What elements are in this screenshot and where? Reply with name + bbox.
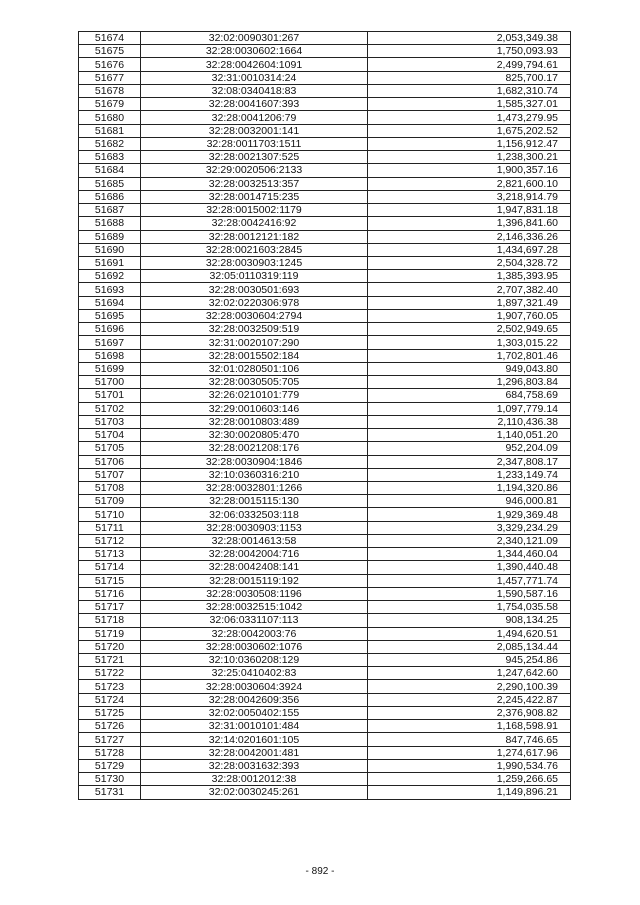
amount-cell: 952,204.09 — [368, 442, 571, 455]
row-number-cell: 51696 — [79, 323, 141, 336]
table-row — [79, 164, 571, 177]
amount-cell: 847,746.65 — [368, 733, 571, 746]
cadastral-number-cell: 32:28:0030604:3924 — [141, 680, 368, 693]
amount-cell: 1,097,779.14 — [368, 402, 571, 415]
table-row — [79, 693, 571, 706]
table-row — [79, 296, 571, 309]
amount-cell: 1,590,587.16 — [368, 587, 571, 600]
row-number-cell: 51704 — [79, 429, 141, 442]
table-row — [79, 217, 571, 230]
table-row — [79, 773, 571, 786]
cadastral-number-cell: 32:28:0015502:184 — [141, 349, 368, 362]
cadastral-number-cell: 32:28:0030903:1245 — [141, 256, 368, 269]
records-table-body — [79, 32, 571, 800]
row-number-cell: 51707 — [79, 468, 141, 481]
table-row — [79, 151, 571, 164]
cadastral-number-cell: 32:28:0030604:2794 — [141, 309, 368, 322]
table-row — [79, 124, 571, 137]
row-number-cell: 51721 — [79, 654, 141, 667]
cadastral-number-cell: 32:26:0210101:779 — [141, 389, 368, 402]
row-number-cell: 51719 — [79, 627, 141, 640]
amount-cell: 1,390,440.48 — [368, 561, 571, 574]
amount-cell: 1,296,803.84 — [368, 376, 571, 389]
cadastral-number-cell: 32:28:0015119:192 — [141, 574, 368, 587]
cadastral-number-cell: 32:10:0360208:129 — [141, 654, 368, 667]
page-number: - 892 - — [305, 866, 335, 877]
table-row — [79, 349, 571, 362]
table-row — [79, 415, 571, 428]
amount-cell: 1,897,321.49 — [368, 296, 571, 309]
amount-cell: 825,700.17 — [368, 71, 571, 84]
row-number-cell: 51686 — [79, 190, 141, 203]
amount-cell: 1,238,300.21 — [368, 151, 571, 164]
table-row — [79, 204, 571, 217]
cadastral-number-cell: 32:28:0032515:1042 — [141, 601, 368, 614]
table-row — [79, 230, 571, 243]
table-row — [79, 587, 571, 600]
amount-cell: 684,758.69 — [368, 389, 571, 402]
cadastral-number-cell: 32:28:0030505:705 — [141, 376, 368, 389]
cadastral-number-cell: 32:28:0031632:393 — [141, 759, 368, 772]
table-row — [79, 548, 571, 561]
amount-cell: 946,000.81 — [368, 495, 571, 508]
table-row — [79, 468, 571, 481]
table-row — [79, 746, 571, 759]
amount-cell: 1,168,598.91 — [368, 720, 571, 733]
row-number-cell: 51700 — [79, 376, 141, 389]
amount-cell: 1,457,771.74 — [368, 574, 571, 587]
table-row — [79, 654, 571, 667]
amount-cell: 1,274,617.96 — [368, 746, 571, 759]
amount-cell: 1,990,534.76 — [368, 759, 571, 772]
cadastral-number-cell: 32:01:0280501:106 — [141, 362, 368, 375]
cadastral-number-cell: 32:28:0014715:235 — [141, 190, 368, 203]
amount-cell: 2,085,134.44 — [368, 640, 571, 653]
table-row — [79, 429, 571, 442]
table-row — [79, 376, 571, 389]
cadastral-number-cell: 32:31:0010314:24 — [141, 71, 368, 84]
table-row — [79, 45, 571, 58]
table-row — [79, 137, 571, 150]
row-number-cell: 51713 — [79, 548, 141, 561]
row-number-cell: 51731 — [79, 786, 141, 799]
row-number-cell: 51718 — [79, 614, 141, 627]
cadastral-number-cell: 32:05:0110319:119 — [141, 270, 368, 283]
cadastral-number-cell: 32:28:0030602:1076 — [141, 640, 368, 653]
cadastral-number-cell: 32:28:0012121:182 — [141, 230, 368, 243]
amount-cell: 2,502,949.65 — [368, 323, 571, 336]
row-number-cell: 51724 — [79, 693, 141, 706]
amount-cell: 1,247,642.60 — [368, 667, 571, 680]
amount-cell: 1,259,266.65 — [368, 773, 571, 786]
cadastral-number-cell: 32:28:0010803:489 — [141, 415, 368, 428]
row-number-cell: 51710 — [79, 508, 141, 521]
table-row — [79, 495, 571, 508]
table-row — [79, 442, 571, 455]
table-row — [79, 601, 571, 614]
row-number-cell: 51691 — [79, 256, 141, 269]
amount-cell: 2,707,382.40 — [368, 283, 571, 296]
table-row — [79, 667, 571, 680]
cadastral-number-cell: 32:30:0020805:470 — [141, 429, 368, 442]
amount-cell: 1,702,801.46 — [368, 349, 571, 362]
cadastral-number-cell: 32:28:0015115:130 — [141, 495, 368, 508]
amount-cell: 2,290,100.39 — [368, 680, 571, 693]
amount-cell: 1,907,760.05 — [368, 309, 571, 322]
row-number-cell: 51692 — [79, 270, 141, 283]
row-number-cell: 51727 — [79, 733, 141, 746]
table-row — [79, 389, 571, 402]
row-number-cell: 51679 — [79, 98, 141, 111]
row-number-cell: 51675 — [79, 45, 141, 58]
amount-cell: 1,754,035.58 — [368, 601, 571, 614]
table-row — [79, 270, 571, 283]
row-number-cell: 51709 — [79, 495, 141, 508]
cadastral-number-cell: 32:28:0030508:1196 — [141, 587, 368, 600]
amount-cell: 1,750,093.93 — [368, 45, 571, 58]
row-number-cell: 51705 — [79, 442, 141, 455]
cadastral-number-cell: 32:29:0020506:2133 — [141, 164, 368, 177]
table-row — [79, 759, 571, 772]
row-number-cell: 51689 — [79, 230, 141, 243]
table-row — [79, 84, 571, 97]
cadastral-number-cell: 32:10:0360316:210 — [141, 468, 368, 481]
row-number-cell: 51711 — [79, 521, 141, 534]
row-number-cell: 51730 — [79, 773, 141, 786]
cadastral-number-cell: 32:29:0010603:146 — [141, 402, 368, 415]
amount-cell: 1,233,149.74 — [368, 468, 571, 481]
amount-cell: 1,149,896.21 — [368, 786, 571, 799]
cadastral-number-cell: 32:28:0032513:357 — [141, 177, 368, 190]
row-number-cell: 51715 — [79, 574, 141, 587]
amount-cell: 1,494,620.51 — [368, 627, 571, 640]
row-number-cell: 51723 — [79, 680, 141, 693]
table-row — [79, 455, 571, 468]
row-number-cell: 51683 — [79, 151, 141, 164]
cadastral-number-cell: 32:28:0042001:481 — [141, 746, 368, 759]
cadastral-number-cell: 32:06:0332503:118 — [141, 508, 368, 521]
amount-cell: 1,682,310.74 — [368, 84, 571, 97]
table-row — [79, 680, 571, 693]
table-row — [79, 640, 571, 653]
cadastral-number-cell: 32:28:0021603:2845 — [141, 243, 368, 256]
table-row — [79, 627, 571, 640]
cadastral-number-cell: 32:28:0030904:1846 — [141, 455, 368, 468]
table-row — [79, 71, 571, 84]
amount-cell: 3,329,234.29 — [368, 521, 571, 534]
table-row — [79, 111, 571, 124]
row-number-cell: 51693 — [79, 283, 141, 296]
amount-cell: 2,053,349.38 — [368, 32, 571, 45]
row-number-cell: 51722 — [79, 667, 141, 680]
cadastral-number-cell: 32:28:0021208:176 — [141, 442, 368, 455]
row-number-cell: 51680 — [79, 111, 141, 124]
table-row — [79, 283, 571, 296]
amount-cell: 1,396,841.60 — [368, 217, 571, 230]
table-row — [79, 98, 571, 111]
cadastral-number-cell: 32:28:0042408:141 — [141, 561, 368, 574]
cadastral-number-cell: 32:28:0015002:1179 — [141, 204, 368, 217]
table-row — [79, 508, 571, 521]
row-number-cell: 51682 — [79, 137, 141, 150]
cadastral-number-cell: 32:28:0042004:716 — [141, 548, 368, 561]
row-number-cell: 51684 — [79, 164, 141, 177]
amount-cell: 908,134.25 — [368, 614, 571, 627]
table-row — [79, 534, 571, 547]
cadastral-number-cell: 32:14:0201601:105 — [141, 733, 368, 746]
table-row — [79, 561, 571, 574]
amount-cell: 945,254.86 — [368, 654, 571, 667]
row-number-cell: 51695 — [79, 309, 141, 322]
cadastral-number-cell: 32:28:0014613:58 — [141, 534, 368, 547]
cadastral-number-cell: 32:28:0021307:525 — [141, 151, 368, 164]
row-number-cell: 51690 — [79, 243, 141, 256]
cadastral-number-cell: 32:28:0030903:1153 — [141, 521, 368, 534]
table-row — [79, 614, 571, 627]
amount-cell: 949,043.80 — [368, 362, 571, 375]
amount-cell: 1,585,327.01 — [368, 98, 571, 111]
table-row — [79, 733, 571, 746]
amount-cell: 1,344,460.04 — [368, 548, 571, 561]
amount-cell: 2,347,808.17 — [368, 455, 571, 468]
cadastral-number-cell: 32:31:0010101:484 — [141, 720, 368, 733]
amount-cell: 1,473,279.95 — [368, 111, 571, 124]
row-number-cell: 51699 — [79, 362, 141, 375]
row-number-cell: 51702 — [79, 402, 141, 415]
table-row — [79, 786, 571, 799]
row-number-cell: 51678 — [79, 84, 141, 97]
table-row — [79, 309, 571, 322]
cadastral-number-cell: 32:28:0030501:693 — [141, 283, 368, 296]
amount-cell: 2,376,908.82 — [368, 706, 571, 719]
row-number-cell: 51714 — [79, 561, 141, 574]
cadastral-number-cell: 32:28:0030602:1664 — [141, 45, 368, 58]
row-number-cell: 51697 — [79, 336, 141, 349]
table-row — [79, 243, 571, 256]
amount-cell: 2,110,436.38 — [368, 415, 571, 428]
row-number-cell: 51701 — [79, 389, 141, 402]
cadastral-number-cell: 32:28:0032801:1266 — [141, 481, 368, 494]
cadastral-number-cell: 32:28:0012012:38 — [141, 773, 368, 786]
row-number-cell: 51681 — [79, 124, 141, 137]
cadastral-number-cell: 32:02:0050402:155 — [141, 706, 368, 719]
cadastral-number-cell: 32:06:0331107:113 — [141, 614, 368, 627]
amount-cell: 2,821,600.10 — [368, 177, 571, 190]
table-row — [79, 323, 571, 336]
amount-cell: 3,218,914.79 — [368, 190, 571, 203]
amount-cell: 1,434,697.28 — [368, 243, 571, 256]
table-row — [79, 177, 571, 190]
cadastral-number-cell: 32:28:0042003:76 — [141, 627, 368, 640]
row-number-cell: 51688 — [79, 217, 141, 230]
amount-cell: 1,140,051.20 — [368, 429, 571, 442]
row-number-cell: 51676 — [79, 58, 141, 71]
amount-cell: 1,929,369.48 — [368, 508, 571, 521]
amount-cell: 1,385,393.95 — [368, 270, 571, 283]
row-number-cell: 51729 — [79, 759, 141, 772]
records-table — [78, 31, 571, 800]
cadastral-number-cell: 32:28:0011703:1511 — [141, 137, 368, 150]
cadastral-number-cell: 32:28:0032509:519 — [141, 323, 368, 336]
row-number-cell: 51698 — [79, 349, 141, 362]
row-number-cell: 51677 — [79, 71, 141, 84]
amount-cell: 1,900,357.16 — [368, 164, 571, 177]
cadastral-number-cell: 32:25:0410402:83 — [141, 667, 368, 680]
cadastral-number-cell: 32:28:0041206:79 — [141, 111, 368, 124]
row-number-cell: 51687 — [79, 204, 141, 217]
table-row — [79, 336, 571, 349]
amount-cell: 2,146,336.26 — [368, 230, 571, 243]
table-row — [79, 521, 571, 534]
table-row — [79, 362, 571, 375]
amount-cell: 1,156,912.47 — [368, 137, 571, 150]
cadastral-number-cell: 32:02:0030245:261 — [141, 786, 368, 799]
table-row — [79, 402, 571, 415]
cadastral-number-cell: 32:31:0020107:290 — [141, 336, 368, 349]
row-number-cell: 51716 — [79, 587, 141, 600]
row-number-cell: 51717 — [79, 601, 141, 614]
row-number-cell: 51685 — [79, 177, 141, 190]
row-number-cell: 51674 — [79, 32, 141, 45]
amount-cell: 1,194,320.86 — [368, 481, 571, 494]
table-row — [79, 706, 571, 719]
row-number-cell: 51703 — [79, 415, 141, 428]
amount-cell: 2,499,794.61 — [368, 58, 571, 71]
row-number-cell: 51728 — [79, 746, 141, 759]
row-number-cell: 51712 — [79, 534, 141, 547]
cadastral-number-cell: 32:28:0032001:141 — [141, 124, 368, 137]
row-number-cell: 51708 — [79, 481, 141, 494]
cadastral-number-cell: 32:08:0340418:83 — [141, 84, 368, 97]
table-row — [79, 720, 571, 733]
cadastral-number-cell: 32:02:0220306:978 — [141, 296, 368, 309]
table-row — [79, 574, 571, 587]
cadastral-number-cell: 32:28:0042604:1091 — [141, 58, 368, 71]
amount-cell: 2,504,328.72 — [368, 256, 571, 269]
table-row — [79, 190, 571, 203]
amount-cell: 1,947,831.18 — [368, 204, 571, 217]
table-row — [79, 58, 571, 71]
cadastral-number-cell: 32:28:0041607:393 — [141, 98, 368, 111]
row-number-cell: 51726 — [79, 720, 141, 733]
amount-cell: 2,245,422.87 — [368, 693, 571, 706]
table-row — [79, 481, 571, 494]
row-number-cell: 51694 — [79, 296, 141, 309]
cadastral-number-cell: 32:28:0042416:92 — [141, 217, 368, 230]
amount-cell: 1,303,015.22 — [368, 336, 571, 349]
row-number-cell: 51706 — [79, 455, 141, 468]
amount-cell: 1,675,202.52 — [368, 124, 571, 137]
table-row — [79, 256, 571, 269]
cadastral-number-cell: 32:02:0090301:267 — [141, 32, 368, 45]
table-row — [79, 32, 571, 45]
cadastral-number-cell: 32:28:0042609:356 — [141, 693, 368, 706]
row-number-cell: 51720 — [79, 640, 141, 653]
row-number-cell: 51725 — [79, 706, 141, 719]
amount-cell: 2,340,121.09 — [368, 534, 571, 547]
